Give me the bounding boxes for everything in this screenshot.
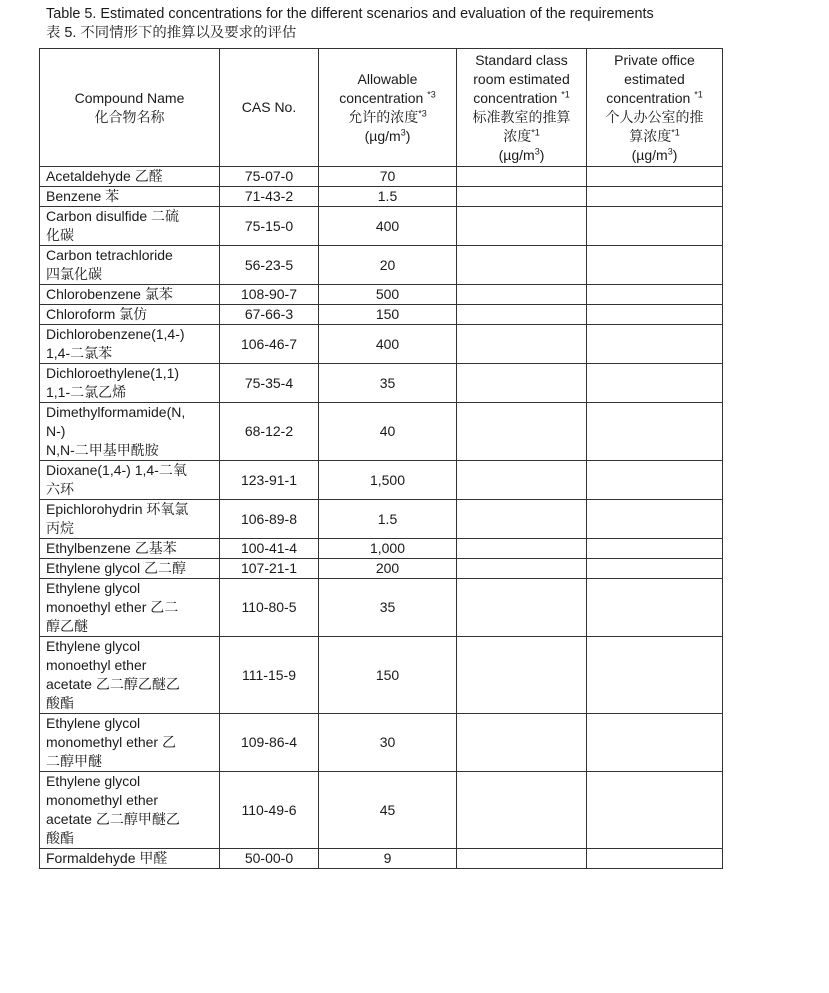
- classroom-concentration-cell: [457, 772, 587, 849]
- compound-name-cell: [40, 285, 220, 305]
- allowable-concentration-cell: 30: [319, 714, 457, 772]
- office-concentration-cell: [587, 325, 723, 364]
- table-row: [40, 714, 723, 772]
- compound-name-line: 六环: [46, 481, 74, 497]
- compound-name-line: acetate 乙二醇甲醚乙: [46, 811, 180, 827]
- compound-name-cell: [40, 849, 220, 869]
- allowable-concentration-cell: 1.5: [319, 500, 457, 539]
- cas-number-cell: 50-00-0: [220, 849, 319, 869]
- cas-number-cell: 75-07-0: [220, 167, 319, 187]
- compound-name-line: Ethylene glycol: [46, 715, 141, 731]
- header-cas-no: CAS No.: [220, 49, 319, 167]
- compound-name-line: acetate 乙二醇乙醚乙: [46, 676, 180, 692]
- classroom-concentration-cell: [457, 364, 587, 403]
- office-concentration-cell: [587, 285, 723, 305]
- compound-name-cell: [40, 325, 220, 364]
- table-row: [40, 461, 723, 500]
- compound-name-cell: [40, 539, 220, 559]
- classroom-concentration-cell: [457, 187, 587, 207]
- classroom-concentration-cell: [457, 461, 587, 500]
- table-row: [40, 305, 723, 325]
- header-row: [40, 49, 723, 167]
- office-concentration-cell: [587, 461, 723, 500]
- compound-name-line: Epichlorohydrin 环氧氯: [46, 501, 189, 517]
- allowable-concentration-cell: 400: [319, 207, 457, 246]
- compound-name-cell: [40, 167, 220, 187]
- compound-name-cell: [40, 403, 220, 461]
- compound-name-cell: [40, 461, 220, 500]
- compound-name-line: Chlorobenzene 氯苯: [46, 286, 173, 302]
- office-concentration-cell: [587, 500, 723, 539]
- classroom-concentration-cell: [457, 325, 587, 364]
- cas-number-cell: 123-91-1: [220, 461, 319, 500]
- table-row: [40, 364, 723, 403]
- office-concentration-cell: [587, 559, 723, 579]
- compound-name-line: Carbon tetrachloride: [46, 247, 173, 263]
- allowable-concentration-cell: 9: [319, 849, 457, 869]
- compound-name-line: N,N-二甲基甲酰胺: [46, 442, 159, 458]
- table-row: [40, 207, 723, 246]
- cas-number-cell: 68-12-2: [220, 403, 319, 461]
- compound-name-line: monoethyl ether 乙二: [46, 599, 179, 615]
- table-row: [40, 403, 723, 461]
- allowable-concentration-cell: 40: [319, 403, 457, 461]
- compound-name-line: Ethylene glycol: [46, 773, 141, 789]
- cas-number-cell: 67-66-3: [220, 305, 319, 325]
- table-row: [40, 637, 723, 714]
- compound-name-cell: [40, 579, 220, 637]
- allowable-concentration-cell: 20: [319, 246, 457, 285]
- compound-name-line: Dioxane(1,4-) 1,4-二氧: [46, 462, 187, 478]
- classroom-concentration-cell: [457, 246, 587, 285]
- cas-number-cell: 71-43-2: [220, 187, 319, 207]
- office-concentration-cell: [587, 637, 723, 714]
- table-row: [40, 772, 723, 849]
- compound-name-line: Ethylene glycol: [46, 638, 141, 654]
- office-concentration-cell: [587, 714, 723, 772]
- classroom-concentration-cell: [457, 539, 587, 559]
- table-row: [40, 559, 723, 579]
- compound-name-cell: [40, 772, 220, 849]
- table-row: [40, 187, 723, 207]
- header-classroom-concentration: Standard class room estimated concentration $^{*1}$ 标准教室的推算 浓度$^{*1}$ $(\mu g/m^3)$: [457, 49, 587, 167]
- office-concentration-cell: [587, 207, 723, 246]
- allowable-concentration-cell: 150: [319, 305, 457, 325]
- table-caption: [46, 5, 654, 43]
- office-concentration-cell: [587, 167, 723, 187]
- allowable-concentration-cell: 1,500: [319, 461, 457, 500]
- compound-name-line: monomethyl ether 乙: [46, 734, 176, 750]
- caption-english: Table 5. Estimated concentrations for the different scenarios and evaluation of the requirements: [46, 6, 654, 22]
- office-concentration-cell: [587, 539, 723, 559]
- classroom-concentration-cell: [457, 849, 587, 869]
- compound-name-cell: [40, 364, 220, 403]
- classroom-concentration-cell: [457, 305, 587, 325]
- compound-name-line: Acetaldehyde 乙醛: [46, 168, 163, 184]
- cas-number-cell: 106-89-8: [220, 500, 319, 539]
- compound-name-line: monoethyl ether: [46, 657, 147, 673]
- classroom-concentration-cell: [457, 579, 587, 637]
- classroom-concentration-cell: [457, 637, 587, 714]
- cas-number-cell: 75-15-0: [220, 207, 319, 246]
- table-row: [40, 579, 723, 637]
- header-compound-name: Compound Name 化合物名称: [40, 49, 220, 167]
- allowable-concentration-cell: 1.5: [319, 187, 457, 207]
- compound-name-line: Dichloroethylene(1,1): [46, 365, 180, 381]
- table-body: [40, 167, 723, 869]
- compound-name-cell: [40, 207, 220, 246]
- allowable-concentration-cell: 500: [319, 285, 457, 305]
- compound-name-line: 化碳: [46, 227, 74, 243]
- office-concentration-cell: [587, 246, 723, 285]
- allowable-concentration-cell: 150: [319, 637, 457, 714]
- cas-number-cell: 56-23-5: [220, 246, 319, 285]
- cas-number-cell: 109-86-4: [220, 714, 319, 772]
- classroom-concentration-cell: [457, 559, 587, 579]
- office-concentration-cell: [587, 579, 723, 637]
- allowable-concentration-cell: 35: [319, 579, 457, 637]
- cas-number-cell: 110-49-6: [220, 772, 319, 849]
- classroom-concentration-cell: [457, 285, 587, 305]
- compound-name-cell: [40, 637, 220, 714]
- cas-number-cell: 108-90-7: [220, 285, 319, 305]
- compound-name-line: 醇乙醚: [46, 618, 88, 634]
- cas-number-cell: 106-46-7: [220, 325, 319, 364]
- office-concentration-cell: [587, 849, 723, 869]
- table-row: [40, 285, 723, 305]
- table-row: [40, 246, 723, 285]
- cas-number-cell: 100-41-4: [220, 539, 319, 559]
- office-concentration-cell: [587, 772, 723, 849]
- compound-name-line: monomethyl ether: [46, 792, 159, 808]
- office-concentration-cell: [587, 364, 723, 403]
- compound-name-line: 四氯化碳: [46, 266, 102, 282]
- compound-name-line: Ethylbenzene 乙基苯: [46, 540, 177, 556]
- compound-name-cell: [40, 187, 220, 207]
- compound-name-line: 酸酯: [46, 695, 74, 711]
- compound-name-line: Ethylene glycol: [46, 580, 141, 596]
- cas-number-cell: 75-35-4: [220, 364, 319, 403]
- compound-name-cell: [40, 500, 220, 539]
- compound-name-line: Benzene 苯: [46, 188, 120, 204]
- cas-number-cell: 110-80-5: [220, 579, 319, 637]
- compound-name-line: 丙烷: [46, 520, 74, 536]
- allowable-concentration-cell: 45: [319, 772, 457, 849]
- cas-number-cell: 111-15-9: [220, 637, 319, 714]
- compound-name-line: 1,4-二氯苯: [46, 345, 113, 361]
- office-concentration-cell: [587, 305, 723, 325]
- header-office-concentration: Private office estimated concentration $^{*1}$ 个人办公室的推 算浓度$^{*1}$ $(\mu g/m^3)$: [587, 49, 723, 167]
- compound-name-cell: [40, 559, 220, 579]
- compound-name-cell: [40, 305, 220, 325]
- table-row: [40, 325, 723, 364]
- compound-name-cell: [40, 246, 220, 285]
- caption-chinese: 表 5. 不同情形下的推算以及要求的评估: [46, 25, 297, 41]
- compound-name-line: N-): [46, 423, 66, 439]
- table-row: [40, 849, 723, 869]
- compound-name-line: 二醇甲醚: [46, 753, 102, 769]
- compound-name-line: Dichlorobenzene(1,4-): [46, 326, 185, 342]
- office-concentration-cell: [587, 187, 723, 207]
- compound-name-line: Carbon disulfide 二硫: [46, 208, 180, 224]
- classroom-concentration-cell: [457, 207, 587, 246]
- classroom-concentration-cell: [457, 500, 587, 539]
- allowable-concentration-cell: 35: [319, 364, 457, 403]
- cas-number-cell: 107-21-1: [220, 559, 319, 579]
- table-row: [40, 167, 723, 187]
- compound-name-line: Chloroform 氯仿: [46, 306, 148, 322]
- table-row: [40, 539, 723, 559]
- compound-name-cell: [40, 714, 220, 772]
- compound-name-line: Ethylene glycol 乙二醇: [46, 560, 187, 576]
- classroom-concentration-cell: [457, 167, 587, 187]
- allowable-concentration-cell: 400: [319, 325, 457, 364]
- allowable-concentration-cell: 200: [319, 559, 457, 579]
- allowable-concentration-cell: 70: [319, 167, 457, 187]
- table-row: [40, 500, 723, 539]
- concentration-table: [39, 48, 723, 869]
- allowable-concentration-cell: 1,000: [319, 539, 457, 559]
- compound-name-line: Dimethylformamide(N,: [46, 404, 186, 420]
- compound-name-line: 1,1-二氯乙烯: [46, 384, 127, 400]
- classroom-concentration-cell: [457, 714, 587, 772]
- compound-name-line: Formaldehyde 甲醛: [46, 850, 168, 866]
- office-concentration-cell: [587, 403, 723, 461]
- header-allowable-concentration: Allowable concentration $^{*3}$ 允许的浓度$^{*3}$ $(\mu g/m^3)$: [319, 49, 457, 167]
- classroom-concentration-cell: [457, 403, 587, 461]
- compound-name-line: 酸酯: [46, 830, 74, 846]
